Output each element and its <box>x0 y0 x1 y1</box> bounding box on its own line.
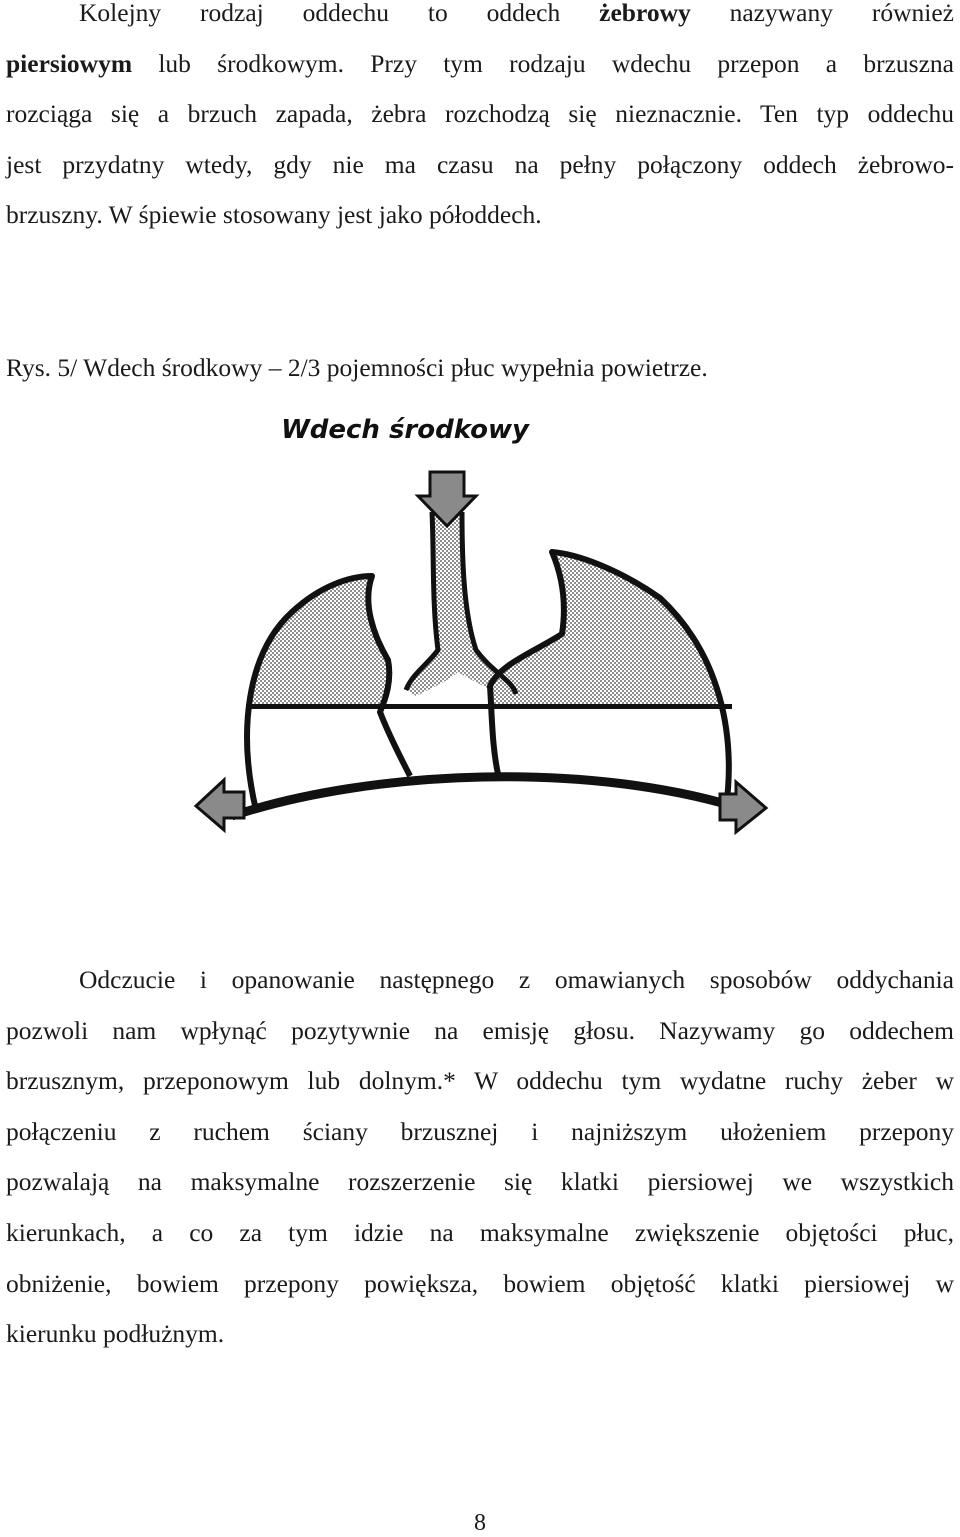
lung-diagram <box>180 404 780 854</box>
text-span: Kolejny rodzaj oddechu to oddech <box>79 0 600 27</box>
page-number: 8 <box>474 1510 486 1536</box>
left-arrow-icon <box>196 780 244 830</box>
paragraph-1-line-1 <box>6 0 954 39</box>
diagram-title: Wdech środkowy <box>281 415 529 445</box>
paragraph-2-line: kierunkach, a co za tym idzie na maksymalne zwiększenie objętości płuc, <box>6 1217 954 1247</box>
paragraph-2-line: połączeniu z ruchem ściany brzusznej i najniższym ułożeniem przepony <box>6 1116 954 1146</box>
bold-term: piersiowym <box>6 48 133 78</box>
down-arrow-icon <box>418 472 476 526</box>
paragraph-1-line-3: rozciąga się a brzuch zapada, żebra rozchodzą się nieznacznie. Ten typ oddechu <box>6 99 954 129</box>
paragraph-2-line: brzusznym, przeponowym lub dolnym.* W oddechu tym wydatne ruchy żeber w <box>6 1066 954 1096</box>
paragraph-2 <box>6 955 954 1360</box>
paragraph-2-line: obniżenie, bowiem przepony powiększa, bowiem objętość klatki piersiowej w <box>6 1268 954 1298</box>
paragraph-1-line-5: brzuszny. W śpiewie stosowany jest jako półoddech. <box>6 200 542 230</box>
paragraph-2-line: pozwoli nam wpłynąć pozytywnie na emisję głosu. Nazywamy go oddechem <box>6 1015 954 1045</box>
text-span: nazywany również <box>690 0 954 27</box>
text-span: lub środkowym. Przy tym rodzaju wdechu przepon a brzuszna <box>132 48 954 78</box>
paragraph-1-line-2 <box>6 39 954 90</box>
figure-caption: Rys. 5/ Wdech środkowy – 2/3 pojemności płuc wypełnia powietrze. <box>6 353 708 382</box>
paragraph-1 <box>6 0 954 241</box>
right-lung-filled <box>490 552 729 808</box>
paragraph-1-line-4: jest przydatny wtedy, gdy nie ma czasu na pełny połączony oddech żebrowo- <box>6 149 954 179</box>
diaphragm <box>232 777 746 816</box>
paragraph-2-line: pozwalają na maksymalne rozszerzenie się klatki piersiowej we wszystkich <box>6 1167 954 1197</box>
bold-term: żebrowy <box>599 0 691 27</box>
paragraph-2-line: kierunku podłużnym. <box>6 1319 225 1349</box>
paragraph-2-line: Odczucie i opanowanie następnego z omawianych sposobów oddychania <box>79 965 954 994</box>
